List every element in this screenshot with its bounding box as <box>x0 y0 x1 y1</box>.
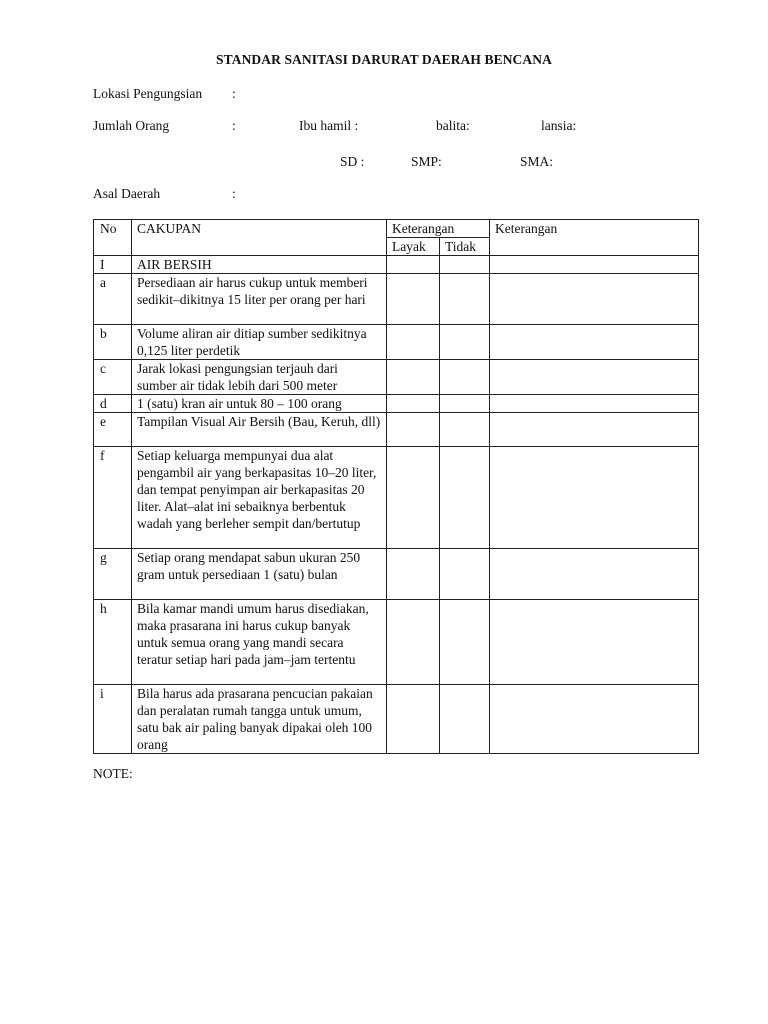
header-no: No <box>94 220 132 256</box>
tidak-cell[interactable] <box>440 360 490 395</box>
asal-daerah-label: Asal Daerah <box>93 186 161 201</box>
table-row <box>94 325 699 360</box>
tidak-cell[interactable] <box>440 447 490 549</box>
row-number: a <box>94 274 132 325</box>
row-cakupan: Bila kamar mandi umum harus disediakan, maka prasarana ini harus cukup banyak untuk semua orang yang mandi secara teratur setiap hari pada jam–jam tertentu <box>132 600 387 685</box>
document-title: STANDAR SANITASI DARURAT DAERAH BENCANA <box>216 52 552 67</box>
table-row <box>94 600 699 685</box>
row-number: I <box>94 256 132 274</box>
row-number: h <box>94 600 132 685</box>
tidak-cell[interactable] <box>440 600 490 685</box>
row-number: g <box>94 549 132 600</box>
keterangan-cell[interactable] <box>490 395 699 413</box>
layak-cell[interactable] <box>387 413 440 447</box>
sd-label: SD : <box>340 154 365 169</box>
header-cakupan: CAKUPAN <box>132 220 387 256</box>
row-number: c <box>94 360 132 395</box>
row-cakupan: Jarak lokasi pengungsian terjauh dari sumber air tidak lebih dari 500 meter <box>132 360 387 395</box>
tidak-cell[interactable] <box>440 274 490 325</box>
row-number: f <box>94 447 132 549</box>
row-cakupan: Volume aliran air ditiap sumber sedikitnya 0,125 liter perdetik <box>132 325 387 360</box>
tidak-cell[interactable] <box>440 325 490 360</box>
layak-cell[interactable] <box>387 256 440 274</box>
layak-cell[interactable] <box>387 395 440 413</box>
lokasi-label: Lokasi Pengungsian <box>93 86 203 101</box>
table-row <box>94 447 699 549</box>
keterangan-cell[interactable] <box>490 274 699 325</box>
keterangan-cell[interactable] <box>490 256 699 274</box>
row-number: i <box>94 685 132 754</box>
keterangan-cell[interactable] <box>490 685 699 754</box>
sanitation-checklist-table <box>93 219 699 754</box>
tidak-cell[interactable] <box>440 549 490 600</box>
row-cakupan: Setiap keluarga mempunyai dua alat pengambil air yang berkapasitas 10–20 liter, dan tempat penyimpan air berkapasitas 20 liter. Alat–alat ini sebaiknya berbentuk wadah yang berleher sempit dan/bertutup <box>132 447 387 549</box>
row-cakupan: AIR BERSIH <box>132 256 387 274</box>
table-row <box>94 360 699 395</box>
layak-cell[interactable] <box>387 274 440 325</box>
layak-cell[interactable] <box>387 549 440 600</box>
layak-cell[interactable] <box>387 325 440 360</box>
keterangan-cell[interactable] <box>490 447 699 549</box>
tidak-cell[interactable] <box>440 685 490 754</box>
row-cakupan: Bila harus ada prasarana pencucian pakaian dan peralatan rumah tangga untuk umum, satu bak air paling banyak dipakai oleh 100 orang <box>132 685 387 754</box>
keterangan-cell[interactable] <box>490 600 699 685</box>
keterangan-cell[interactable] <box>490 413 699 447</box>
keterangan-cell[interactable] <box>490 325 699 360</box>
table-row <box>94 685 699 754</box>
header-layak: Layak <box>387 238 440 256</box>
row-number: d <box>94 395 132 413</box>
sma-label: SMA: <box>520 154 554 169</box>
table-row <box>94 395 699 413</box>
jumlah-orang-label: Jumlah Orang <box>93 118 170 133</box>
table-row <box>94 413 699 447</box>
lansia-label: lansia: <box>541 118 577 133</box>
keterangan-cell[interactable] <box>490 360 699 395</box>
lokasi-colon: : <box>232 86 236 101</box>
header-keterangan-group: Keterangan <box>387 220 490 238</box>
balita-label: balita: <box>436 118 470 133</box>
table-header-row <box>94 220 699 238</box>
layak-cell[interactable] <box>387 447 440 549</box>
layak-cell[interactable] <box>387 685 440 754</box>
layak-cell[interactable] <box>387 360 440 395</box>
tidak-cell[interactable] <box>440 413 490 447</box>
row-cakupan: Tampilan Visual Air Bersih (Bau, Keruh, dll) <box>132 413 387 447</box>
table-row <box>94 549 699 600</box>
smp-label: SMP: <box>411 154 442 169</box>
asal-daerah-colon: : <box>232 186 236 201</box>
header-keterangan: Keterangan <box>490 220 699 256</box>
header-tidak: Tidak <box>440 238 490 256</box>
tidak-cell[interactable] <box>440 256 490 274</box>
row-number: b <box>94 325 132 360</box>
tidak-cell[interactable] <box>440 395 490 413</box>
row-cakupan: Persediaan air harus cukup untuk memberi sedikit–dikitnya 15 liter per orang per hari <box>132 274 387 325</box>
row-cakupan: 1 (satu) kran air untuk 80 – 100 orang <box>132 395 387 413</box>
keterangan-cell[interactable] <box>490 549 699 600</box>
note-label: NOTE: <box>93 766 133 781</box>
ibu-hamil-label: Ibu hamil : <box>299 118 359 133</box>
row-number: e <box>94 413 132 447</box>
table-row <box>94 274 699 325</box>
layak-cell[interactable] <box>387 600 440 685</box>
row-cakupan: Setiap orang mendapat sabun ukuran 250 gram untuk persediaan 1 (satu) bulan <box>132 549 387 600</box>
table-row <box>94 256 699 274</box>
jumlah-orang-colon: : <box>232 118 236 133</box>
